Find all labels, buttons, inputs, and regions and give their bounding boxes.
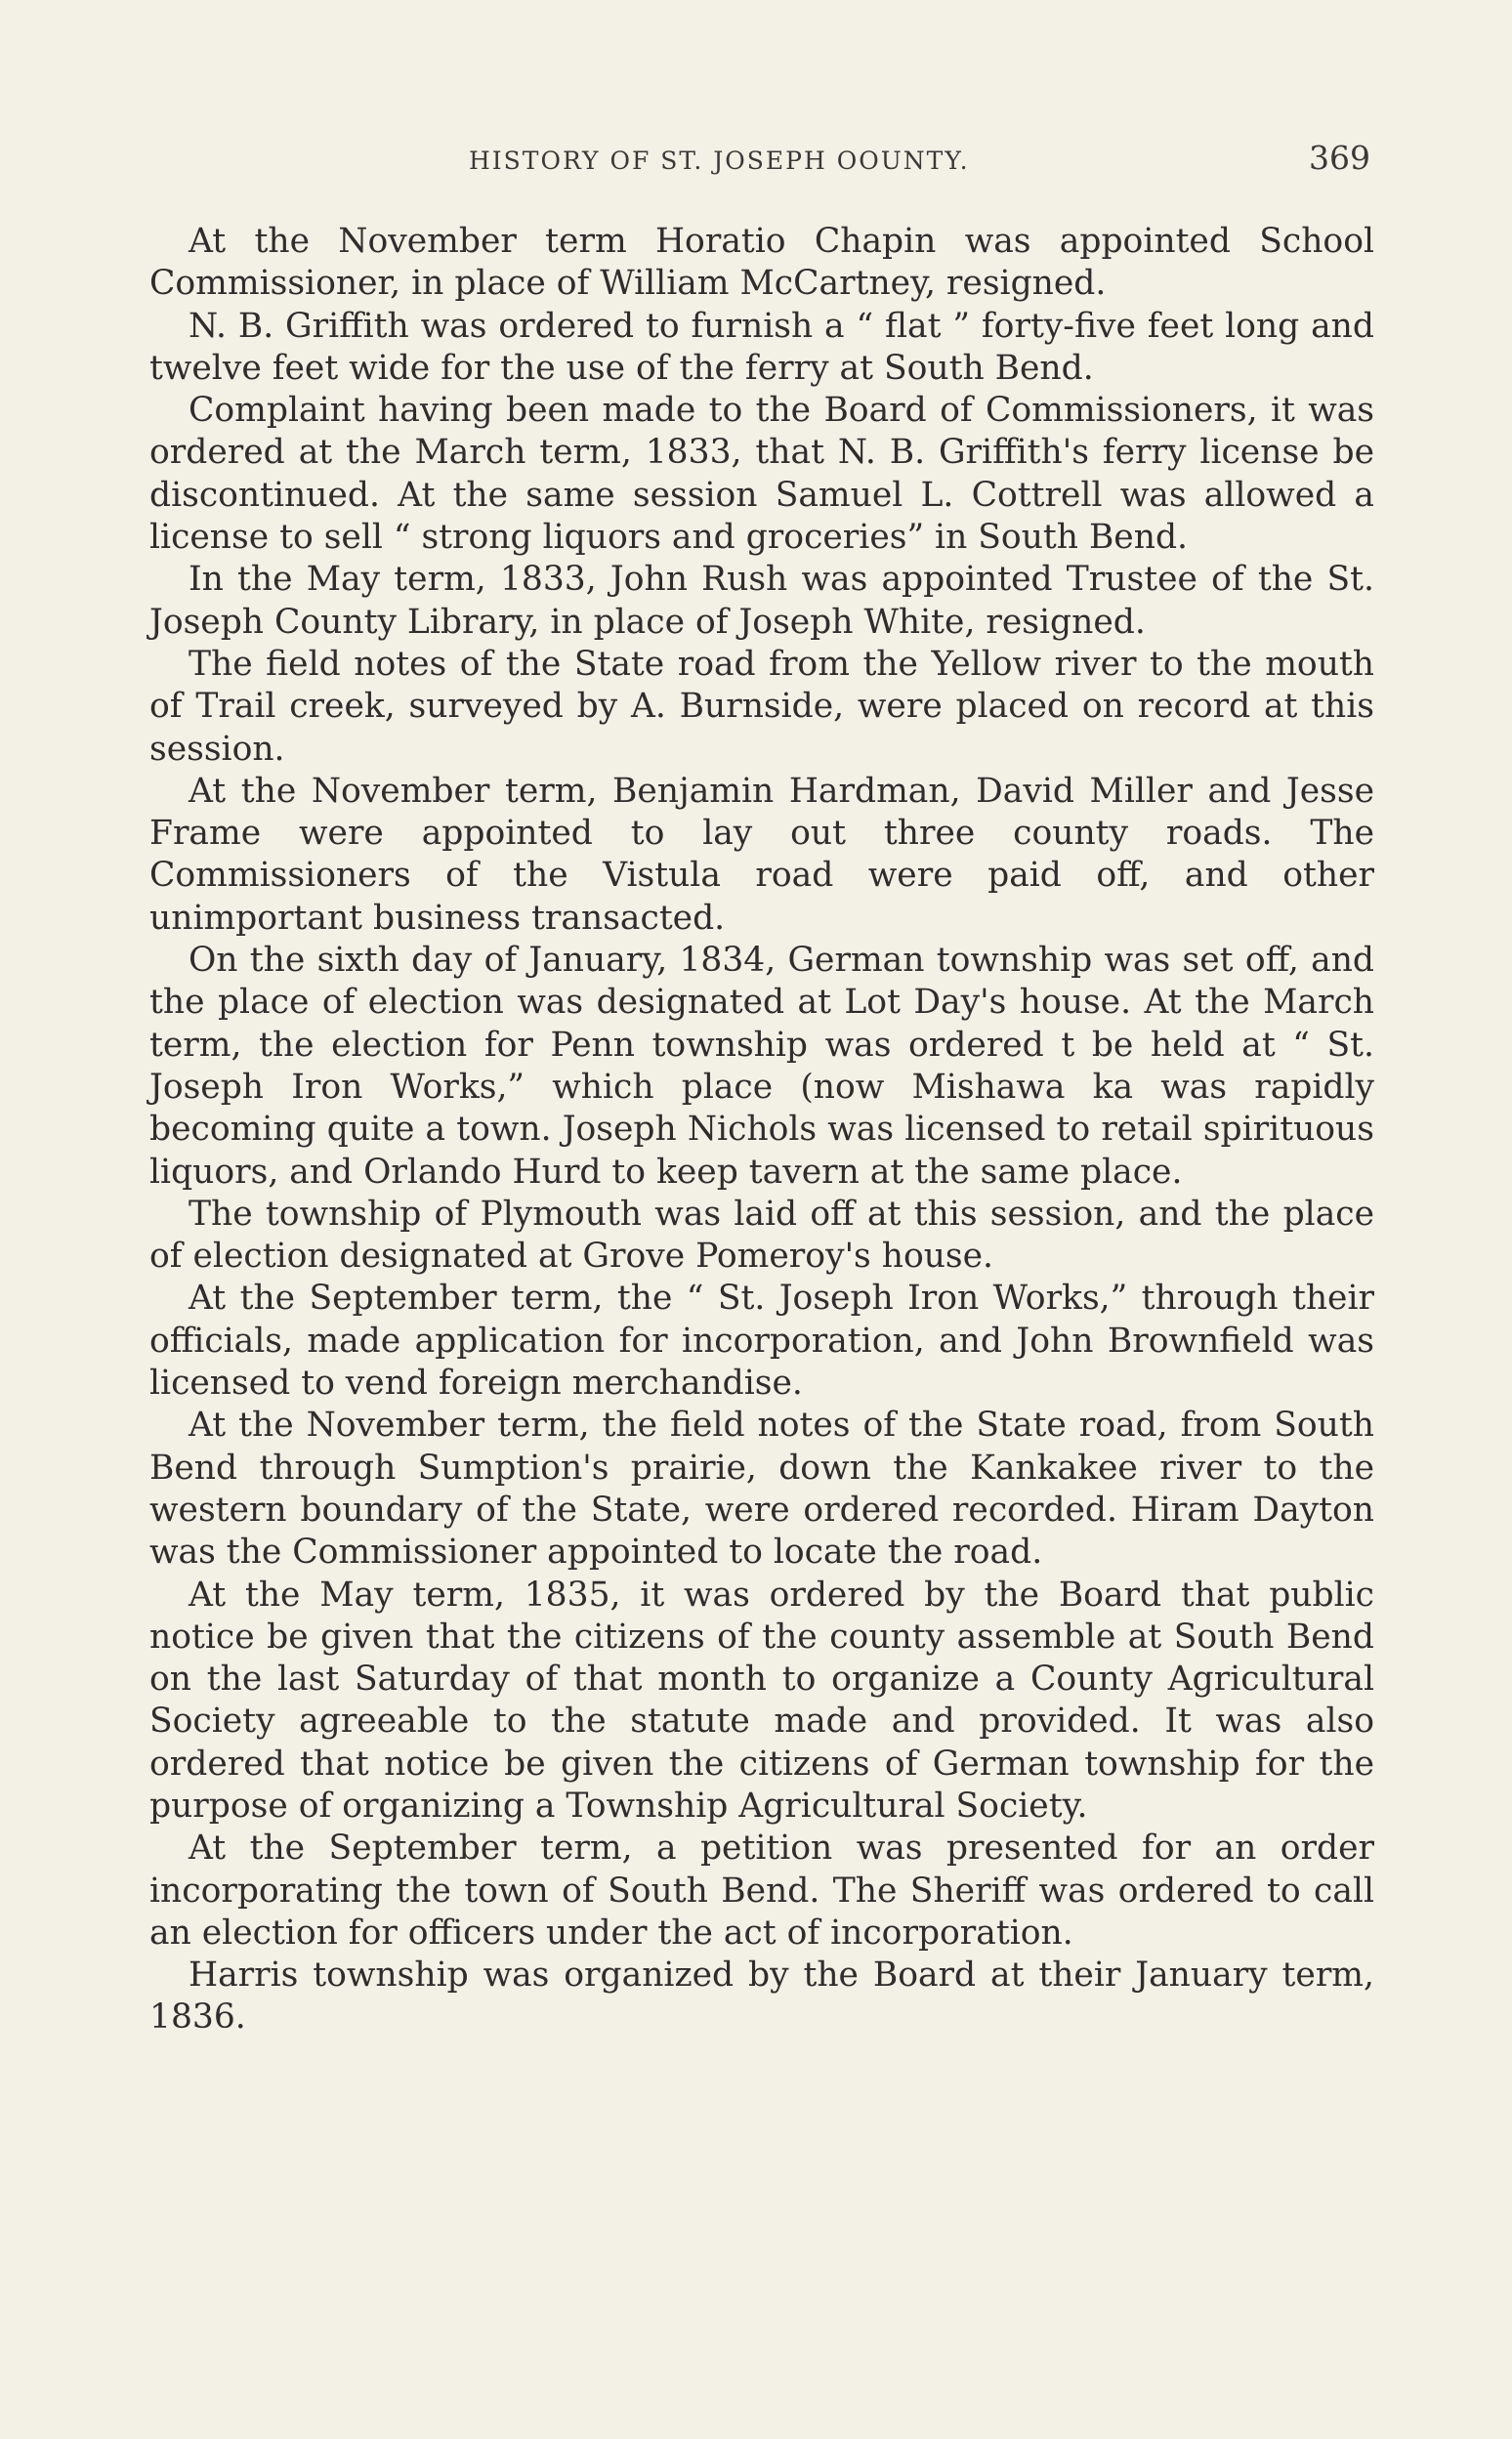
paragraph: At the May term, 1835, it was ordered by the Board that public notice be given that the citizens of the county assemble at South Bend on the last Saturday of that month to organize a County Agricultural Society agreeable to the statute made and provided. It was also ordered that notice be given the citizens of German township for the purpose of organizing a Township Agricultural Society. — [149, 1575, 1374, 1826]
paragraph: N. B. Griffith was ordered to furnish a “ flat ” forty-five feet long and twelve feet wide for the use of the ferry at South Bend. — [149, 306, 1374, 388]
paragraph: At the September term, the “ St. Joseph Iron Works,” through their officials, made application for incorporation, and John Brownfield was licensed to vend foreign merchandise. — [149, 1279, 1374, 1404]
paragraph: At the September term, a petition was presented for an order incorporating the town of South Bend. The Sheriff was ordered to call an election for officers under the act of incorporation. — [149, 1829, 1374, 1953]
page-number: 369 — [1309, 139, 1370, 177]
paragraph: At the November term, the field notes of the State road, from South Bend through Sumption's prairie, down the Kankakee river to the western boundary of the State, were ordered recorded. Hiram Dayton was the Commissioner appointed to locate the road. — [149, 1406, 1374, 1573]
paragraph: Harris township was organized by the Board at their January term, 1836. — [149, 1955, 1374, 2038]
paragraph: The field notes of the State road from the Yellow river to the mouth of Trail creek, surveyed by A. Burnside, were placed on record at this session. — [149, 644, 1374, 769]
paragraph: In the May term, 1833, John Rush was appointed Trustee of the St. Joseph County Library, in place of Joseph White, resigned. — [149, 560, 1374, 642]
paragraph: At the November term Horatio Chapin was appointed School Commissioner, in place of William McCartney, resigned. — [149, 222, 1374, 304]
body-text — [149, 221, 1374, 2040]
paragraph: On the sixth day of January, 1834, German township was set off, and the place of election was designated at Lot Day's house. At the March term, the election for Penn township was ordered t be held at “ St. Joseph Iron Works,” which place (now Mishawa ka was rapidly becoming quite a town. Joseph Nichols was licensed to retail spirituous liquors, and Orlando Hurd to keep tavern at the same place. — [149, 941, 1374, 1192]
paragraph: At the November term, Benjamin Hardman, David Miller and Jesse Frame were appointed to lay out three county roads. The Commissioners of the Vistula road were paid off, and other unimportant business transacted. — [149, 771, 1374, 938]
paragraph: Complaint having been made to the Board of Commissioners, it was ordered at the March term, 1833, that N. B. Griffith's ferry license be discontinued. At the same session Samuel L. Cottrell was allowed a license to sell “ strong liquors and groceries” in South Bend. — [149, 391, 1374, 558]
running-title: HISTORY OF ST. JOSEPH OOUNTY. — [469, 147, 970, 175]
page-header — [0, 133, 1512, 191]
paragraph: The township of Plymouth was laid off at this session, and the place of election designated at Grove Pomeroy's house. — [149, 1194, 1374, 1277]
